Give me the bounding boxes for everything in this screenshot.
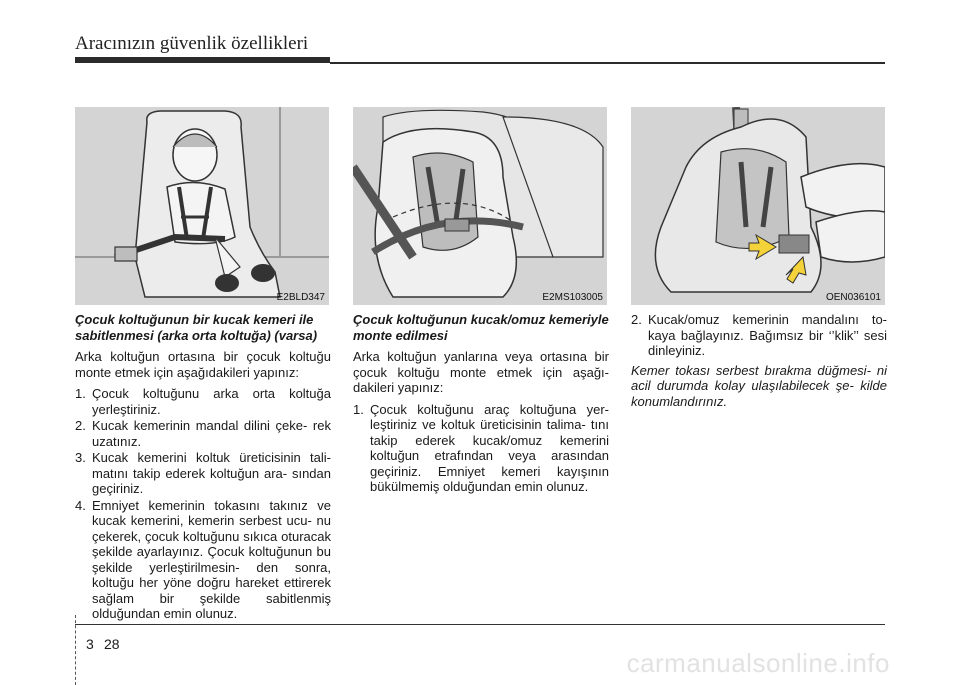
- heading-lap-belt: Çocuk koltuğunun bir kucak kemeri ile sabitlenmesi (arka orta koltuğa) (varsa): [75, 312, 318, 343]
- list-item: 1. Çocuk koltuğunu arka orta koltuğa yerleştiriniz.: [75, 386, 331, 417]
- list-item: 2. Kucak/omuz kemerinin mandalını to- kaya bağlayınız. Bağımsız bir ‘’klik’’ sesi dinleyiniz.: [631, 312, 887, 358]
- steps-buckle: [631, 312, 887, 359]
- figure-code: E2MS103005: [542, 292, 603, 303]
- figure-lap-belt-child-seat: [75, 107, 329, 305]
- figure-code: E2BLD347: [276, 292, 325, 303]
- list-item: 1. Çocuk koltuğunu araç koltuğuna yer- leştiriniz ve koltuk üreticisinin talima- tını takip ederek kucak/omuz kemerini koltuğun etrafından veya arasından geçiriniz. Emniyet kemeri kayışının bükülmemiş olduğundan emin olunuz.: [353, 401, 609, 494]
- header-rule-thick: [75, 57, 330, 63]
- intro-lap-belt: Arka koltuğun ortasına bir çocuk koltuğu monte etmek için aşağıdakileri yapınız:: [75, 349, 331, 380]
- steps-lap-shoulder-belt: [353, 402, 609, 495]
- note-buckle-release: Kemer tokası serbest bırakma düğmesi- ni acil durumda kolay ulaşılabilecek şe- kilde konumlandırınız.: [631, 362, 887, 409]
- list-item: 3. Kucak kemerini koltuk üreticisinin tali- matını takip ederek koltuğun ara- sından geçiriniz.: [75, 450, 331, 496]
- figure-buckle-latch: [631, 107, 885, 305]
- figure-lap-shoulder-belt-child-seat: [353, 107, 607, 305]
- list-item: 4. Emniyet kemerinin tokasını takınız ve kucak kemerini, kemerin serbest ucu- nu çekerek, çocuk koltuğunu sıkıca oturacak şekilde ayarlayınız. Çocuk koltuğunun bu şekilde yerleştirilmesin- den sonra, koltuğu her yöne doğru hareket ettirerek sağlam bir şekilde sabitlenmiş olduğundan emin olunuz.: [75, 497, 331, 621]
- heading-lap-shoulder-belt: Çocuk koltuğunun kucak/omuz kemeriyle monte edilmesi: [353, 312, 609, 343]
- figure-code: OEN036101: [825, 292, 881, 303]
- header-rule-thin: [330, 62, 885, 64]
- watermark: carmanualsonline.info: [626, 648, 890, 678]
- column-lap-shoulder-belt-instructions: [353, 312, 609, 496]
- steps-lap-belt: [75, 386, 331, 622]
- chapter-number: 3: [86, 636, 94, 652]
- footer-vertical-rule: [75, 615, 77, 685]
- intro-lap-shoulder-belt: Arka koltuğun yanlarına veya ortasına bir çocuk koltuğu monte etmek için aşağı- dakileri yapınız:: [353, 349, 609, 395]
- footer-rule: [75, 624, 885, 625]
- illustration-seat-shoulder-belt: [353, 107, 607, 305]
- illustration-buckle-latch: [631, 107, 885, 305]
- column-buckle-instructions: [631, 312, 887, 415]
- illustration-child-lap-belt: [75, 107, 329, 305]
- column-lap-belt-instructions: [75, 312, 331, 623]
- page-number: 28: [104, 636, 120, 652]
- section-title: Aracınızın güvenlik özellikleri: [75, 33, 309, 54]
- list-item: 2. Kucak kemerinin mandal dilini çeke- rek uzatınız.: [75, 418, 331, 449]
